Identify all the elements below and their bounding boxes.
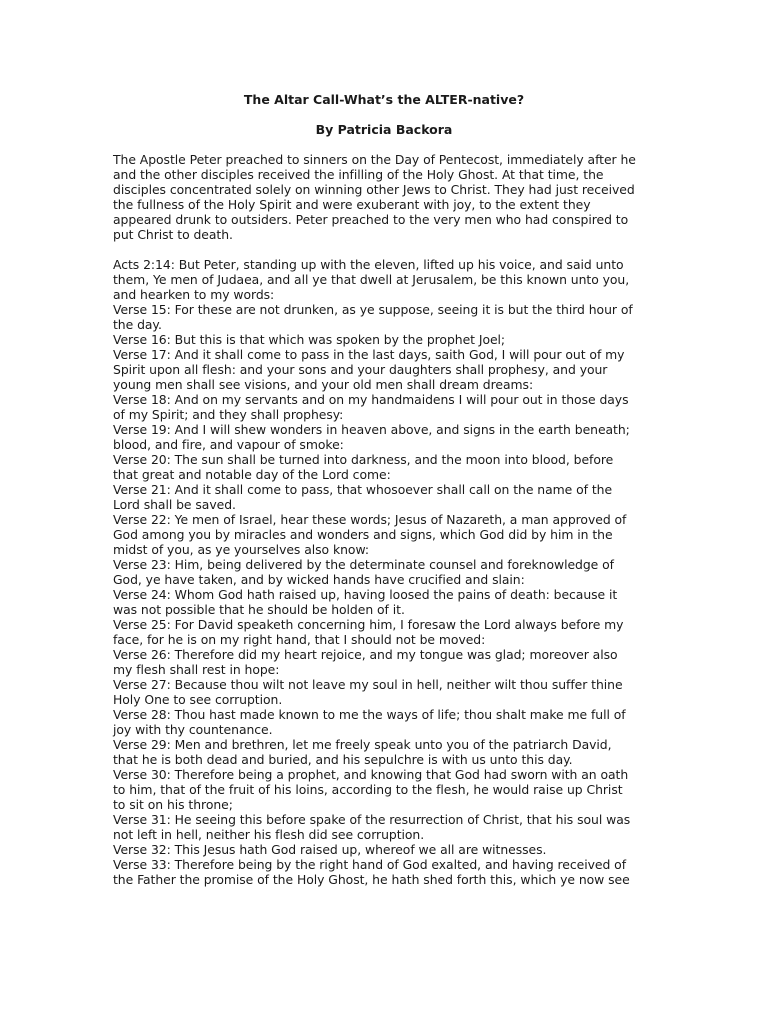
scripture-line: Holy One to see corruption.	[113, 692, 283, 707]
scripture-line: and hearken to my words:	[113, 287, 275, 302]
scripture-line: Verse 30: Therefore being a prophet, and knowing that God had sworn with an oath	[113, 767, 629, 782]
scripture-line: that he is both dead and buried, and his sepulchre is with us unto this day.	[113, 752, 573, 767]
intro-line: appeared drunk to outsiders. Peter preached to the very men who had conspired to	[113, 212, 629, 227]
scripture-line: young men shall see visions, and your old men shall dream dreams:	[113, 377, 534, 392]
scripture-line: Verse 22: Ye men of Israel, hear these words; Jesus of Nazareth, a man approved of	[113, 512, 627, 527]
scripture-line: Verse 25: For David speaketh concerning him, I foresaw the Lord always before my	[113, 617, 624, 632]
intro-line: the fullness of the Holy Spirit and were exuberant with joy, to the extent they	[113, 197, 591, 212]
scripture-line: was not possible that he should be holden of it.	[113, 602, 405, 617]
scripture-line: God among you by miracles and wonders and signs, which God did by him in the	[113, 527, 613, 542]
scripture-line: Verse 31: He seeing this before spake of the resurrection of Christ, that his soul was	[113, 812, 631, 827]
scripture-line: Verse 17: And it shall come to pass in the last days, saith God, I will pour out of my	[113, 347, 625, 362]
intro-line: disciples concentrated solely on winning other Jews to Christ. They had just received	[113, 182, 635, 197]
scripture-line: Verse 15: For these are not drunken, as ye suppose, seeing it is but the third hour of	[113, 302, 633, 317]
scripture-line: Acts 2:14: But Peter, standing up with the eleven, lifted up his voice, and said unto	[113, 257, 624, 272]
scripture-line: Spirit upon all flesh: and your sons and your daughters shall prophesy, and your	[113, 362, 608, 377]
scripture-line: the day.	[113, 317, 162, 332]
scripture-line: them, Ye men of Judaea, and all ye that dwell at Jerusalem, be this known unto you,	[113, 272, 630, 287]
intro-paragraph	[113, 152, 673, 242]
scripture-line: Verse 27: Because thou wilt not leave my soul in hell, neither wilt thou suffer thine	[113, 677, 623, 692]
scripture-line: God, ye have taken, and by wicked hands have crucified and slain:	[113, 572, 525, 587]
scripture-line: Verse 32: This Jesus hath God raised up, whereof we all are witnesses.	[113, 842, 547, 857]
intro-line: The Apostle Peter preached to sinners on the Day of Pentecost, immediately after he	[113, 152, 636, 167]
scripture-line: Lord shall be saved.	[113, 497, 236, 512]
scripture-line: Verse 20: The sun shall be turned into darkness, and the moon into blood, before	[113, 452, 614, 467]
scripture-line: my flesh shall rest in hope:	[113, 662, 280, 677]
intro-line: put Christ to death.	[113, 227, 233, 242]
scripture-line: Verse 19: And I will shew wonders in heaven above, and signs in the earth beneath;	[113, 422, 630, 437]
scripture-line: the Father the promise of the Holy Ghost, he hath shed forth this, which ye now see	[113, 872, 630, 887]
scripture-line: Verse 26: Therefore did my heart rejoice, and my tongue was glad; moreover also	[113, 647, 618, 662]
scripture-passage	[113, 257, 673, 887]
scripture-line: Verse 33: Therefore being by the right hand of God exalted, and having received of	[113, 857, 627, 872]
scripture-line: to him, that of the fruit of his loins, according to the flesh, he would raise up Christ	[113, 782, 623, 797]
document-title: The Altar Call-What’s the ALTER-native?	[243, 92, 525, 107]
scripture-line: Verse 18: And on my servants and on my handmaidens I will pour out in those days	[113, 392, 629, 407]
scripture-line: not left in hell, neither his flesh did see corruption.	[113, 827, 425, 842]
scripture-line: to sit on his throne;	[113, 797, 233, 812]
scripture-line: that great and notable day of the Lord come:	[113, 467, 391, 482]
scripture-line: blood, and fire, and vapour of smoke:	[113, 437, 344, 452]
scripture-line: Verse 23: Him, being delivered by the determinate counsel and foreknowledge of	[113, 557, 614, 572]
scripture-line: Verse 24: Whom God hath raised up, having loosed the pains of death: because it	[113, 587, 618, 602]
scripture-line: Verse 29: Men and brethren, let me freely speak unto you of the patriarch David,	[113, 737, 612, 752]
intro-line: and the other disciples received the infilling of the Holy Ghost. At that time, the	[113, 167, 604, 182]
scripture-line: Verse 21: And it shall come to pass, that whosoever shall call on the name of the	[113, 482, 613, 497]
scripture-line: Verse 28: Thou hast made known to me the ways of life; thou shalt make me full of	[113, 707, 626, 722]
scripture-line: face, for he is on my right hand, that I should not be moved:	[113, 632, 486, 647]
scripture-line: joy with thy countenance.	[113, 722, 273, 737]
scripture-line: Verse 16: But this is that which was spoken by the prophet Joel;	[113, 332, 506, 347]
document-author: By Patricia Backora	[315, 122, 453, 137]
scripture-line: of my Spirit; and they shall prophesy:	[113, 407, 344, 422]
scripture-line: midst of you, as ye yourselves also know:	[113, 542, 369, 557]
